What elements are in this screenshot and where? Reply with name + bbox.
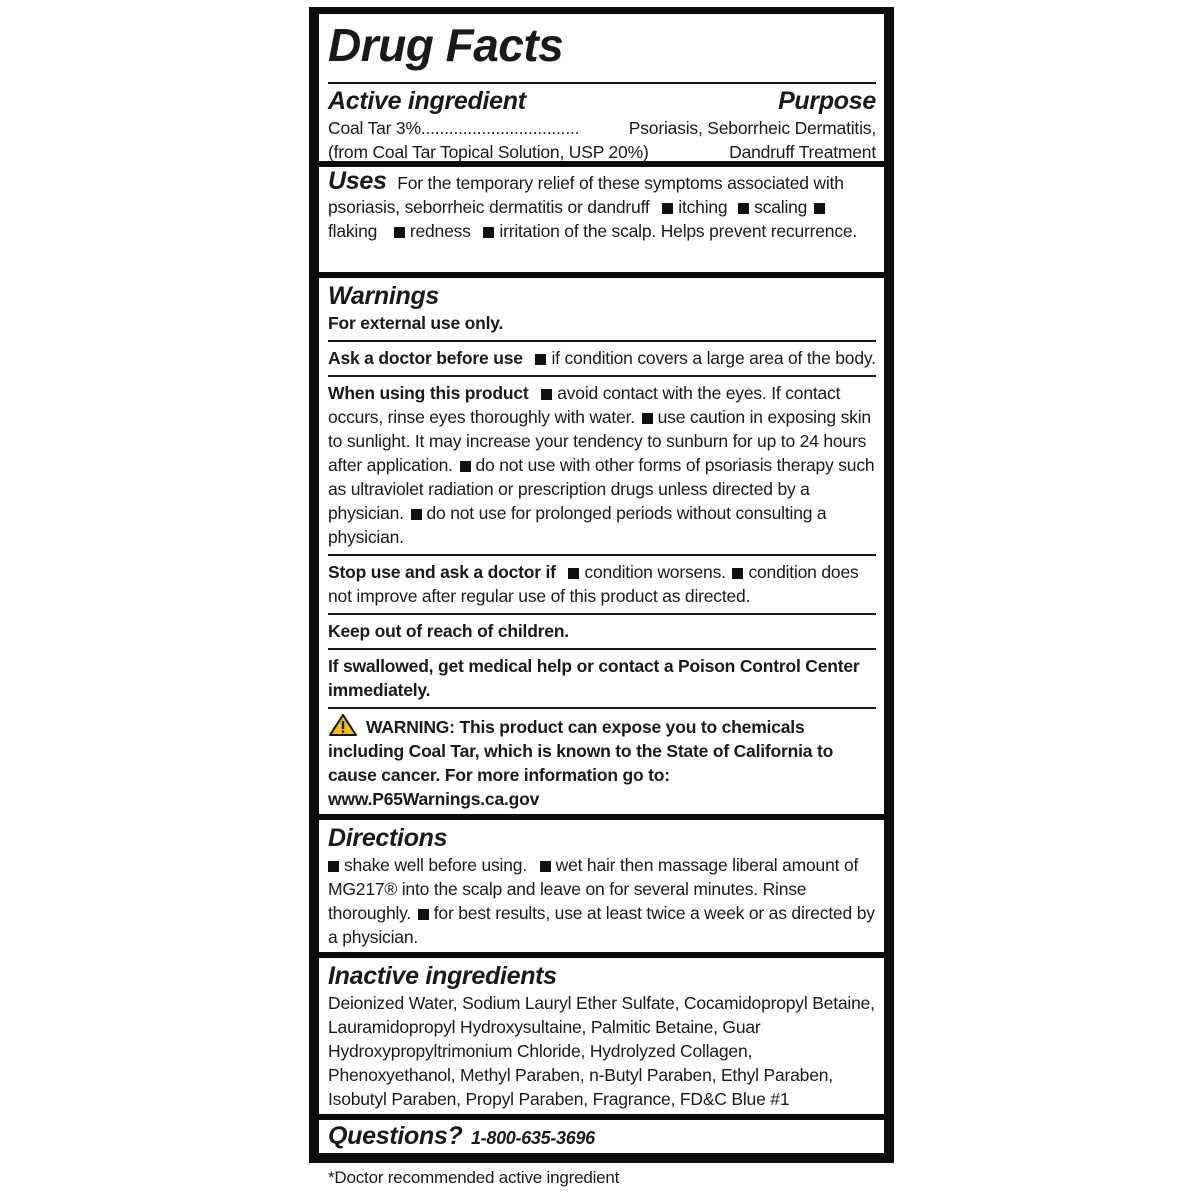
bullet-square-icon <box>540 861 551 872</box>
warnings-section <box>319 278 884 814</box>
bullet-square-icon <box>568 568 579 579</box>
uses-item: irritation of the scalp. Helps prevent recurrence. <box>499 221 858 241</box>
divider <box>328 82 876 84</box>
uses-item: scaling <box>754 197 808 217</box>
active-ingredient-source: (from Coal Tar Topical Solution, USP 20%) <box>328 142 649 161</box>
questions-heading: Questions? <box>328 1122 463 1150</box>
bullet-square-icon <box>814 203 825 214</box>
stop-use-label: Stop use and ask a doctor if <box>328 562 556 582</box>
keep-out-of-reach: Keep out of reach of children. <box>328 621 569 641</box>
when-using-item: do not use for prolonged periods without consulting a physician. <box>328 503 827 547</box>
uses-item: itching <box>678 197 728 217</box>
prop65-warning: WARNING: This product can expose you to chemicals including Coal Tar, which is known to the State of California to cause cancer. For more information go to: www.P65Warnings.ca.gov <box>328 717 834 809</box>
bullet-square-icon <box>662 203 673 214</box>
ask-doctor-item: if condition covers a large area of the body. <box>551 348 876 368</box>
questions-section <box>319 1120 884 1153</box>
bullet-square-icon <box>460 461 471 472</box>
bullet-square-icon <box>418 909 429 920</box>
uses-section <box>319 167 884 272</box>
bullet-square-icon <box>328 861 339 872</box>
active-ingredient-section <box>319 14 884 161</box>
stop-use-item: condition does not improve after regular use of this product as directed. <box>328 562 859 606</box>
purpose-heading: Purpose <box>778 87 876 115</box>
active-ingredient-name: Coal Tar 3% <box>328 118 421 138</box>
uses-item: redness <box>409 221 471 241</box>
divider <box>328 340 876 342</box>
divider <box>328 648 876 650</box>
purpose-line-2: Dandruff Treatment <box>729 142 876 161</box>
inactive-ingredients-heading: Inactive ingredients <box>328 962 557 990</box>
active-ingredient-heading: Active ingredient <box>328 87 526 115</box>
direction-item: wet hair then massage liberal amount of MG217® into the scalp and leave on for several minutes. Rinse thoroughly. <box>328 855 859 923</box>
leader-dots: .................................. <box>420 118 580 138</box>
external-use-note: For external use only. <box>328 313 504 333</box>
uses-intro: For the temporary relief of these symptoms associated with psoriasis, seborrheic dermatitis or dandruff <box>328 173 844 217</box>
drug-facts-panel <box>309 7 894 1163</box>
footnote: *Doctor recommended active ingredient <box>328 1168 620 1187</box>
uses-heading: Uses <box>328 167 387 195</box>
warnings-heading: Warnings <box>328 282 440 310</box>
bullet-square-icon <box>642 413 653 424</box>
inactive-ingredients-section <box>319 958 884 1114</box>
bullet-square-icon <box>541 389 552 400</box>
ask-doctor-label: Ask a doctor before use <box>328 348 523 368</box>
bullet-square-icon <box>394 227 405 238</box>
divider <box>328 554 876 556</box>
inactive-ingredients-list: Deionized Water, Sodium Lauryl Ether Sulfate, Cocamidopropyl Betaine, Lauramidopropyl Hydroxysultaine, Palmitic Betaine, Guar Hydroxypropyltrimonium Chloride, Hydrolyzed Collagen, Phenoxyethanol, Methyl Paraben, n-Butyl Paraben, Ethyl Paraben, Isobutyl Paraben, Propyl Paraben, Fragrance, FD&C Blue #1 <box>328 993 875 1109</box>
page-title: Drug Facts <box>328 19 564 71</box>
stop-use-item: condition worsens. <box>584 562 726 582</box>
questions-phone[interactable]: 1-800-635-3696 <box>470 1128 595 1148</box>
uses-item: flaking <box>328 221 378 241</box>
direction-item: for best results, use at least twice a week or as directed by a physician. <box>328 903 875 947</box>
divider <box>328 707 876 709</box>
when-using-item: do not use with other forms of psoriasis therapy such as ultraviolet radiation or prescription drugs unless directed by a physician. <box>328 455 875 523</box>
directions-section <box>319 820 884 952</box>
bullet-square-icon <box>738 203 749 214</box>
bullet-square-icon <box>535 354 546 365</box>
when-using-item: use caution in exposing skin to sunlight. It may increase your tendency to sunburn for up to 24 hours after application. <box>328 407 871 475</box>
if-swallowed: If swallowed, get medical help or contact a Poison Control Center immediately. <box>328 656 860 700</box>
direction-item: shake well before using. <box>344 855 527 875</box>
when-using-item: avoid contact with the eyes. If contact occurs, rinse eyes thoroughly with water. <box>328 383 841 427</box>
divider <box>328 613 876 615</box>
directions-heading: Directions <box>328 824 448 852</box>
when-using-label: When using this product <box>328 383 529 403</box>
bullet-square-icon <box>411 509 422 520</box>
warning-triangle-icon <box>328 713 358 737</box>
divider <box>328 375 876 377</box>
bullet-square-icon <box>732 568 743 579</box>
purpose-line-1: Psoriasis, Seborrheic Dermatitis, <box>628 118 876 138</box>
bullet-square-icon <box>483 227 494 238</box>
